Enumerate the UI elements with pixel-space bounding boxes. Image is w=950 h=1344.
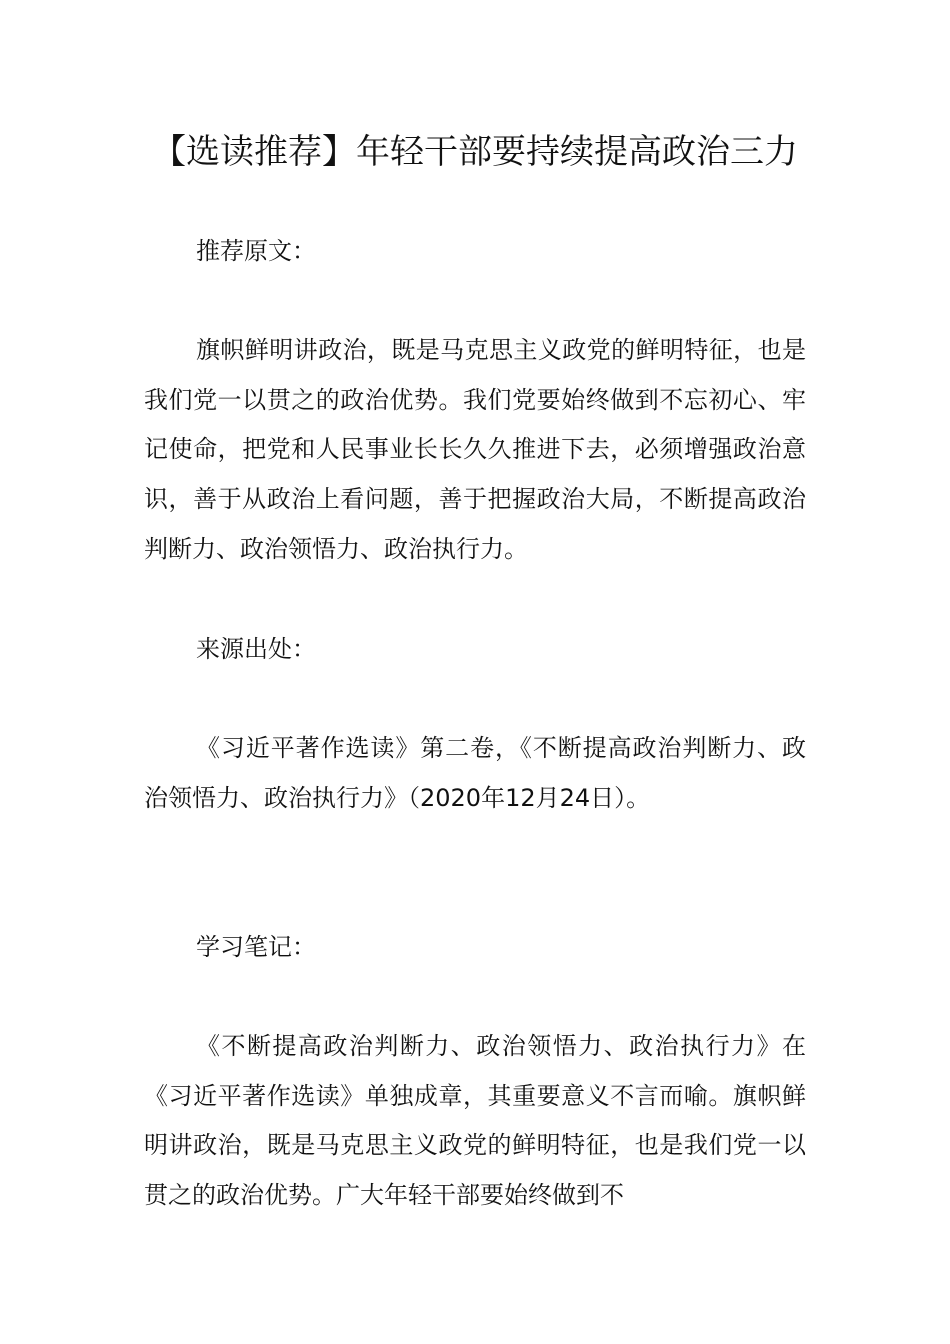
section-heading-study-notes: 学习笔记： bbox=[196, 933, 316, 961]
section-heading-source: 来源出处： bbox=[196, 635, 316, 663]
section-paragraph-recommended-text: 旗帜鲜明讲政治，既是马克思主义政党的鲜明特征，也是我们党一以贯之的政治优势。我们党要始终做到不忘初心、牢记使命，把党和人民事业长长久久推进下去，必须增强政治意识，善于从政治上看问题，善于把握政治大局，不断提高政治判断力、政治领悟力、政治执行力。 bbox=[144, 336, 806, 563]
document-title: 【选读推荐】年轻干部要持续提高政治三力 bbox=[152, 132, 798, 172]
section-heading-recommended-text: 推荐原文： bbox=[196, 237, 316, 265]
section-paragraph-source: 《习近平著作选读》第二卷，《不断提高政治判断力、政治领悟力、政治执行力》（2020年12月24日）。 bbox=[144, 734, 806, 812]
section-paragraph-study-notes: 《不断提高政治判断力、政治领悟力、政治执行力》在《习近平著作选读》单独成章，其重要意义不言而喻。旗帜鲜明讲政治，既是马克思主义政党的鲜明特征，也是我们党一以贯之的政治优势。广大年轻干部要始终做到不 bbox=[144, 1032, 806, 1210]
